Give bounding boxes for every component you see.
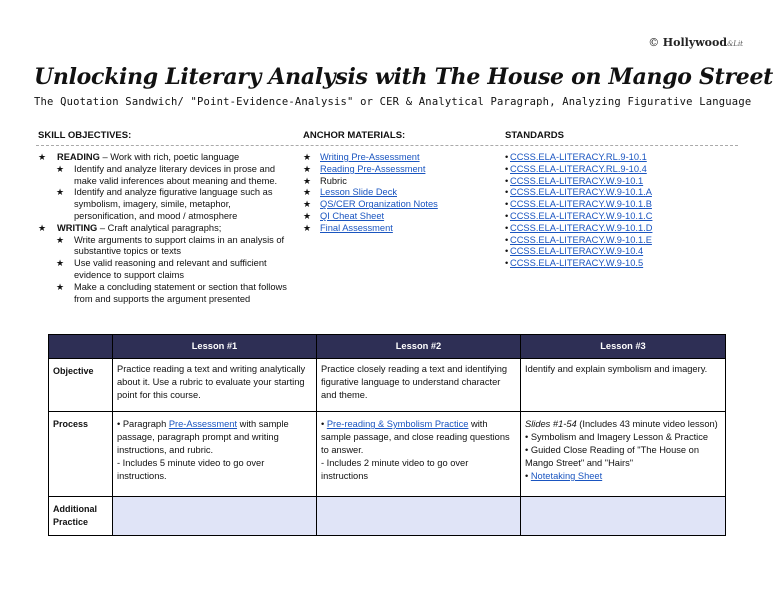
standard-item: [505, 246, 735, 258]
cell-additional-lesson-3: [521, 497, 726, 536]
final-assessment-link[interactable]: Final Assessment: [320, 222, 393, 233]
table-row-process: [49, 412, 726, 497]
bullet-icon: •: [505, 152, 509, 162]
brand-sub: &Lit: [727, 40, 743, 48]
cell-objective-lesson-2: Practice closely reading a text and identifying figurative language to understand character and theme.: [317, 359, 521, 412]
standard-item: [505, 164, 735, 176]
objective-text: – Craft analytical paragraphs;: [97, 222, 222, 233]
standard-link[interactable]: CCSS.ELA-LITERACY.W.9-10.1.C: [510, 210, 653, 221]
star-icon: ★: [56, 163, 65, 174]
table-header-row: [49, 335, 726, 359]
standard-link[interactable]: CCSS.ELA-LITERACY.W.9-10.1.E: [510, 234, 652, 245]
star-icon: ★: [38, 152, 47, 162]
header-empty: [49, 335, 113, 359]
standard-item: [505, 187, 735, 199]
bullet-icon: •: [505, 163, 509, 174]
objective-sub: ★ Identify and analyze figurative language such as symbolism, imagery, simile, metaphor, personification, and mood / atmosphere: [56, 187, 273, 221]
brand-copyright: ©: [648, 36, 660, 49]
standard-link[interactable]: CCSS.ELA-LITERACY.W.9-10.1.D: [510, 222, 653, 233]
header-lesson-1: Lesson #1: [113, 335, 317, 359]
anchor-item: [303, 152, 493, 164]
standard-link[interactable]: CCSS.ELA-LITERACY.RL.9-10.4: [510, 163, 647, 174]
anchor-materials: [303, 152, 493, 235]
objective-sub: ★ Identify and analyze literary devices in prose and make valid inferences about meaning and theme.: [56, 163, 278, 186]
objective-label: WRITING: [57, 222, 98, 233]
writing-pre-assessment-link[interactable]: Writing Pre-Assessment: [320, 152, 420, 162]
brand-logo: [648, 36, 743, 49]
cell-process-lesson-3: Slides #1-54 (Includes 43 minute video lesson) • Symbolism and Imagery Lesson & Practice • Guided Close Reading of "The House on Mango Street" and "Hairs" • Notetaking Sheet: [521, 412, 726, 497]
anchor-item: [303, 223, 493, 235]
table-row-additional-practice: [49, 497, 726, 536]
standard-item: [505, 211, 735, 223]
row-label: Additional Practice: [49, 497, 113, 536]
header-lesson-2: Lesson #2: [317, 335, 521, 359]
star-icon: ★: [303, 199, 312, 210]
bullet-icon: •: [505, 222, 509, 233]
standard-link[interactable]: CCSS.ELA-LITERACY.W.9-10.5: [510, 258, 644, 269]
star-icon: ★: [303, 163, 312, 174]
star-icon: ★: [303, 152, 312, 162]
objective-sub: ★ Use valid reasoning and relevant and sufficient evidence to support claims: [56, 258, 267, 280]
pre-reading-symbolism-link[interactable]: Pre-reading & Symbolism Practice: [326, 419, 469, 429]
lesson-slide-deck-link[interactable]: Lesson Slide Deck: [320, 187, 397, 198]
row-label: Objective: [49, 359, 113, 412]
standard-item: [505, 258, 735, 270]
star-icon: ★: [56, 281, 65, 292]
star-icon: ★: [303, 210, 312, 221]
standard-link[interactable]: CCSS.ELA-LITERACY.W.9-10.1: [510, 175, 644, 186]
standard-link[interactable]: CCSS.ELA-LITERACY.W.9-10.1.A: [510, 187, 652, 198]
cell-additional-lesson-1: [113, 497, 317, 536]
table-row-objective: [49, 359, 726, 412]
standard-item: [505, 199, 735, 211]
cell-objective-lesson-3: Identify and explain symbolism and imagery.: [521, 359, 726, 412]
star-icon: ★: [56, 234, 65, 245]
star-icon: ★: [38, 222, 47, 233]
qs-cer-notes-link[interactable]: QS/CER Organization Notes: [320, 199, 438, 210]
star-icon: ★: [56, 258, 65, 269]
page-title: Unlocking Literary Analysis with The House on Mango Street: [34, 64, 773, 90]
standard-item: [505, 152, 735, 164]
anchor-item: [303, 187, 493, 199]
skill-objectives-heading: SKILL OBJECTIVES:: [38, 130, 132, 141]
bullet-icon: •: [505, 258, 509, 269]
reading-pre-assessment-link[interactable]: Reading Pre-Assessment: [320, 163, 426, 174]
slides-range: Slides #1-54: [525, 419, 577, 429]
header-lesson-3: Lesson #3: [521, 335, 726, 359]
standards-heading: STANDARDS: [505, 130, 564, 141]
objective-writing: [38, 223, 293, 235]
objective-sub: ★ Make a concluding statement or section that follows from and supports the argument presented: [56, 281, 287, 304]
objective-label: READING: [57, 152, 100, 162]
skill-objectives: [38, 152, 293, 305]
objective-sub: ★ Write arguments to support claims in an analysis of substantive topics or texts: [56, 234, 285, 257]
star-icon: ★: [56, 187, 65, 198]
objective-reading: [38, 152, 293, 164]
objective-text: – Work with rich, poetic language: [99, 152, 240, 162]
cell-objective-lesson-1: Practice reading a text and writing analytically about it. Use a rubric to evaluate your starting point for this course.: [113, 359, 317, 412]
page-subtitle: The Quotation Sandwich/ "Point-Evidence-Analysis" or CER & Analytical Paragraph, Analyzing Figurative Language: [34, 96, 752, 108]
star-icon: ★: [303, 175, 312, 186]
anchor-item: [303, 176, 493, 188]
cell-additional-lesson-2: [317, 497, 521, 536]
standards-list: [505, 152, 735, 270]
cell-process-lesson-1: • Paragraph Pre-Assessment with sample passage, paragraph prompt and writing instructions, and rubric. - Includes 5 minute video to go over instructions.: [113, 412, 317, 497]
bullet-icon: •: [505, 175, 509, 186]
rubric-text: Rubric: [320, 175, 347, 186]
bullet-icon: •: [505, 210, 509, 221]
cell-process-lesson-2: • Pre-reading & Symbolism Practice with sample passage, and close reading questions to answer. - Includes 2 minute video to go over instructions: [317, 412, 521, 497]
bullet-icon: •: [505, 199, 509, 210]
row-label: Process: [49, 412, 113, 497]
bullet-icon: •: [505, 246, 509, 257]
standard-item: [505, 223, 735, 235]
anchor-item: [303, 211, 493, 223]
star-icon: ★: [303, 222, 312, 233]
standard-item: [505, 235, 735, 247]
qi-cheat-sheet-link[interactable]: QI Cheat Sheet: [320, 210, 385, 221]
bullet-icon: •: [505, 187, 509, 198]
pre-assessment-link[interactable]: Pre-Assessment: [168, 419, 238, 429]
lesson-table: [48, 334, 726, 536]
anchor-item: [303, 164, 493, 176]
standard-item: [505, 176, 735, 188]
anchor-materials-heading: ANCHOR MATERIALS:: [303, 130, 406, 141]
star-icon: ★: [303, 187, 312, 198]
anchor-item: [303, 199, 493, 211]
section-divider: [36, 145, 738, 146]
standard-link[interactable]: CCSS.ELA-LITERACY.RL.9-10.1: [510, 152, 647, 162]
standard-link[interactable]: CCSS.ELA-LITERACY.W.9-10.1.B: [510, 199, 652, 210]
standard-link[interactable]: CCSS.ELA-LITERACY.W.9-10.4: [510, 246, 644, 257]
brand-name: Hollywood: [662, 36, 728, 49]
notetaking-sheet-link[interactable]: Notetaking Sheet: [530, 471, 603, 481]
bullet-icon: •: [505, 234, 509, 245]
